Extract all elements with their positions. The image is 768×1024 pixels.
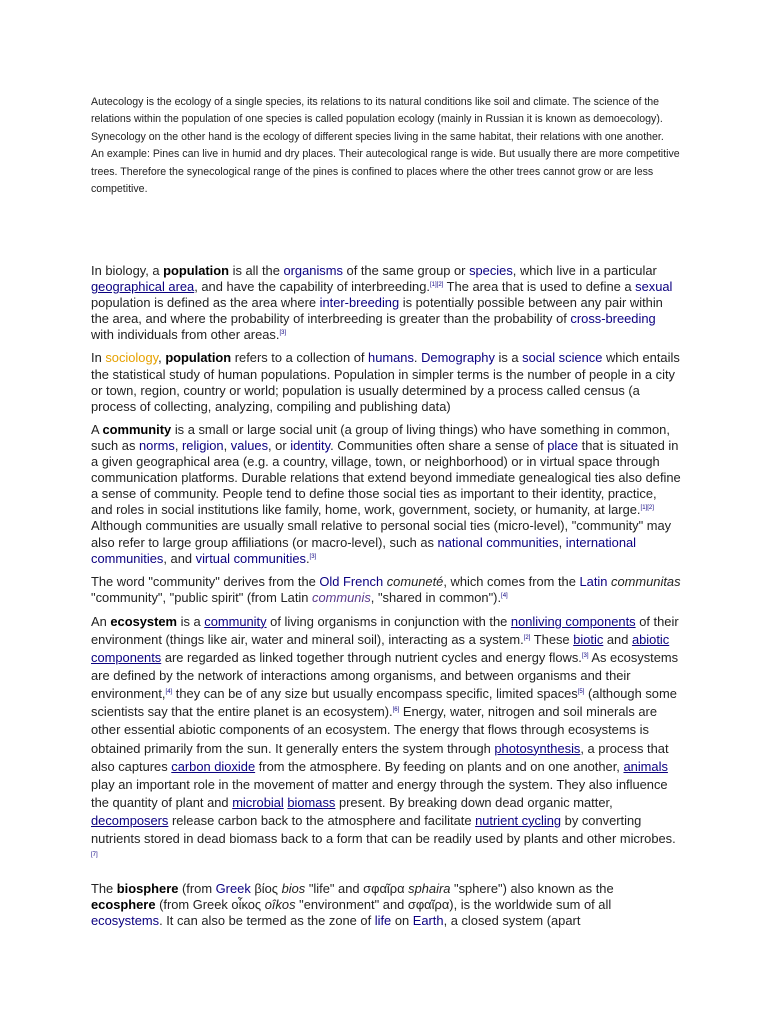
link-species[interactable]: species	[469, 263, 513, 278]
link-cross-breeding[interactable]: cross-breeding	[570, 311, 656, 327]
text: of living organisms in conjunction with the	[266, 613, 511, 629]
word-bios: bios	[281, 881, 306, 897]
link-inter-breeding[interactable]: inter-breeding	[319, 295, 400, 311]
text: "sphere") also known as the	[450, 881, 614, 897]
link-values[interactable]: values	[230, 437, 269, 453]
link-earth[interactable]: Earth	[412, 913, 444, 928]
term-biosphere: biosphere	[116, 881, 179, 897]
link-place[interactable]: place	[547, 437, 579, 453]
text: .	[305, 550, 310, 566]
text: Although communities are usually small relative to personal social ties (micro-level), "community" may also refer to large group affiliations (or macro-level), such as	[91, 518, 672, 550]
biosphere-paragraph	[91, 881, 681, 929]
citation[interactable]: [2]	[523, 634, 531, 641]
link-old-french[interactable]: Old French	[319, 573, 384, 589]
community-etymology-paragraph	[91, 574, 681, 606]
text: , a closed system (apart	[443, 913, 581, 928]
citation[interactable]: [3]	[279, 330, 287, 337]
text: As ecosystems are defined by the network of interactions among organisms, and between organisms and their environment,	[91, 650, 679, 702]
community-paragraph	[91, 422, 681, 567]
ecosystem-paragraph	[91, 613, 681, 866]
text: release carbon back to the atmosphere and facilitate	[168, 812, 476, 828]
link-greek[interactable]: Greek	[215, 881, 251, 897]
text: A	[91, 421, 103, 437]
link-national-communities[interactable]: national communities	[437, 534, 559, 550]
link-organisms[interactable]: organisms	[283, 263, 343, 278]
term-ecosphere: ecosphere	[91, 897, 156, 913]
text: An	[91, 613, 111, 629]
text: is a	[177, 613, 205, 629]
term-population: population	[163, 263, 230, 278]
text: present. By breaking down dead organic matter,	[335, 794, 613, 810]
text: and	[603, 631, 632, 647]
text: population is defined as the area where	[91, 295, 320, 311]
population-sociology-paragraph	[91, 350, 681, 414]
text: by converting nutrients stored in dead biomass back to a form that can be readily used by plants and other microbes.	[91, 812, 676, 846]
text: ,	[174, 437, 183, 453]
text: that is situated in a given geographical area (e.g. a country, village, town, or neighborhood) or in virtual space through communication platforms. Durable relations that extend beyond immediate genealogical ties also define a sense of community. People tend to define those social ties as important to their identity, practice, and roles in social institutions like family, home, work, government, society, or humanity, at large.	[91, 437, 681, 518]
citation[interactable]: [3]	[581, 653, 589, 660]
example-paragraph: An example: Pines can live in humid and dry places. Their autecological range is wide. But usually there are more competitive trees. Therefore the synecological range of the pines is confined to places where the other trees cannot grow or are less competitive.	[91, 148, 680, 196]
text: from the atmosphere. By feeding on plants and on one another,	[255, 758, 624, 774]
citation[interactable]: [4]	[165, 689, 173, 696]
text: is a	[494, 350, 523, 366]
link-community[interactable]: community	[204, 613, 267, 629]
text: of their environment (things like air, water and mineral soil), interacting as a system.	[91, 613, 679, 647]
link-international-communities[interactable]: international communities	[91, 534, 637, 566]
population-biology-paragraph	[91, 263, 681, 343]
text: These	[530, 631, 574, 647]
link-humans[interactable]: humans	[368, 350, 414, 366]
term-community: community	[102, 421, 172, 437]
link-animals[interactable]: animals	[623, 758, 668, 774]
intro-section	[91, 94, 681, 198]
citation[interactable]: [7]	[91, 852, 98, 859]
link-photosynthesis[interactable]: photosynthesis	[494, 740, 581, 756]
text: , and have the capability of interbreeding.	[194, 279, 430, 295]
text: of the same group or	[342, 263, 470, 278]
citation[interactable]: [4]	[501, 592, 508, 599]
link-ecosystems[interactable]: ecosystems	[91, 913, 160, 928]
term-ecosystem: ecosystem	[110, 613, 178, 629]
link-sexual[interactable]: sexual	[635, 279, 673, 295]
link-biotic[interactable]: biotic	[573, 631, 604, 647]
link-virtual-communities[interactable]: virtual communities	[195, 550, 306, 566]
autecology-paragraph: Autecology is the ecology of a single species, its relations to its natural conditions like soil and climate. The science of the relations within the population of one species is called population ecology (mainly in Russian it is known as demoecology).	[91, 96, 663, 126]
link-abiotic-components[interactable]: abiotic components	[91, 631, 670, 666]
text: "community", "public spirit" (from Latin	[91, 589, 313, 605]
text: . It can also be termed as the zone of	[159, 913, 375, 928]
citation[interactable]: [3]	[309, 553, 317, 560]
link-latin[interactable]: Latin	[579, 573, 608, 589]
link-geographical-area[interactable]: geographical area	[91, 279, 195, 295]
text: .	[413, 350, 422, 366]
text: refers to a collection of	[231, 350, 369, 366]
text: (although some scientists say that the entire planet is an ecosystem).	[91, 686, 677, 720]
link-identity[interactable]: identity	[290, 437, 331, 453]
text: which entails the statistical study of human populations. Population in simpler terms is the number of people in a city or town, region, country or world; population is usually determined by a process called census (a process of collecting, analyzing, compiling and publishing data)	[91, 350, 680, 414]
text: , which live in a particular	[512, 263, 657, 278]
synecology-paragraph: Synecology on the other hand is the ecology of different species living in the same habitat, their relations with one another.	[91, 130, 664, 143]
text: . Communities often share a sense of	[330, 437, 548, 453]
link-social-science[interactable]: social science	[522, 350, 603, 366]
word-communitas: communitas	[611, 573, 681, 589]
word-oikos: oîkos	[264, 897, 296, 913]
word-sphaira: sphaira	[408, 881, 451, 897]
link-microbial[interactable]: microbial	[232, 794, 284, 810]
text: is all the	[229, 263, 284, 278]
text: , and	[163, 550, 196, 566]
citation[interactable]: [1][2]	[640, 505, 654, 512]
text: (from	[178, 881, 216, 897]
text: , "shared in common").	[370, 589, 502, 605]
link-norms[interactable]: norms	[139, 437, 175, 453]
text: , a process that also captures	[91, 740, 669, 774]
citation[interactable]: [1][2]	[429, 282, 444, 289]
text: "life" and σφαῖρα	[305, 881, 409, 897]
word-comunete: comuneté	[386, 573, 444, 589]
text: In	[91, 350, 106, 366]
text: with individuals from other areas.	[91, 327, 280, 343]
link-life[interactable]: life	[374, 913, 392, 928]
text: In biology, a	[91, 263, 164, 278]
text: ,	[158, 350, 166, 366]
text: , or	[268, 437, 291, 453]
term-population: population	[165, 350, 232, 366]
text: , which comes from the	[443, 573, 580, 589]
text: (from Greek οἶκος	[155, 897, 265, 913]
link-demography[interactable]: Demography	[421, 350, 495, 366]
text: βίος	[250, 881, 282, 897]
word-communis: communis	[312, 589, 371, 605]
text: ,	[558, 534, 566, 550]
text: on	[391, 913, 413, 928]
text: is a small or large social unit (a group of living things) who have something in common, such as	[91, 421, 670, 453]
citation[interactable]: [5]	[577, 689, 585, 696]
text: are regarded as linked together through nutrient cycles and energy flows.	[161, 650, 582, 666]
link-nutrient-cycling[interactable]: nutrient cycling	[475, 812, 562, 828]
text: The word "community" derives from the	[91, 573, 320, 589]
text: The	[91, 881, 117, 897]
main-content	[91, 263, 681, 936]
text: they can be of any size but usually encompass specific, limited spaces	[172, 686, 578, 702]
link-biomass[interactable]: biomass	[287, 794, 336, 810]
link-nonliving-components[interactable]: nonliving components	[510, 613, 636, 629]
text: play an important role in the movement of matter and energy through the system. They also influence the quantity of plant and	[91, 776, 668, 810]
text: is potentially possible between any pair within the area, and where the probability of interbreeding is greater than the probability of	[91, 295, 663, 327]
text: The area that is used to define a	[443, 279, 636, 295]
link-carbon-dioxide[interactable]: carbon dioxide	[171, 758, 256, 774]
text: "environment" and σφαῖρα), is the worldwide sum of all	[295, 897, 612, 913]
link-sociology[interactable]: sociology	[105, 350, 159, 366]
link-religion[interactable]: religion	[182, 437, 224, 453]
text: ,	[223, 437, 231, 453]
text: Energy, water, nitrogen and soil minerals are other essential abiotic components of an ecosystem. The energy that flows through ecosystems is obtained primarily from the sun. It generally enters the system through	[91, 704, 658, 756]
citation[interactable]: [6]	[392, 707, 400, 714]
link-decomposers[interactable]: decomposers	[91, 812, 169, 828]
